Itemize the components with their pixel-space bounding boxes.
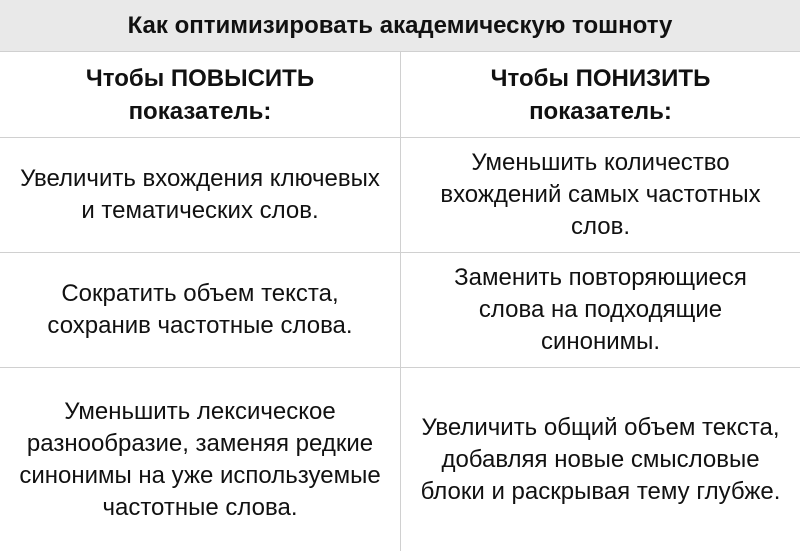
table-cell-increase: Уменьшить лексическое разнообразие, заменяя редкие синонимы на уже используемые частотные слова. (19, 397, 381, 521)
table-cell-increase: Увеличить вхождения ключевых и тематических слов. (20, 165, 380, 224)
header-increase: Чтобы ПОВЫСИТЬ показатель: (85, 65, 315, 125)
table-cell-decrease: Заменить повторяющиеся слова на подходящие синонимы. (454, 264, 747, 355)
table-cell-decrease: Уменьшить количество вхождений самых частотных слов. (440, 149, 761, 240)
header-decrease: Чтобы ПОНИЗИТЬ показатель: (490, 65, 711, 125)
table-cell-increase: Сократить объем текста, сохранив частотные слова. (47, 280, 353, 339)
table-title: Как оптимизировать академическую тошноту (0, 0, 800, 52)
table-cell-decrease: Увеличить общий объем текста, добавляя новые смысловые блоки и раскрывая тему глубже. (420, 413, 781, 505)
